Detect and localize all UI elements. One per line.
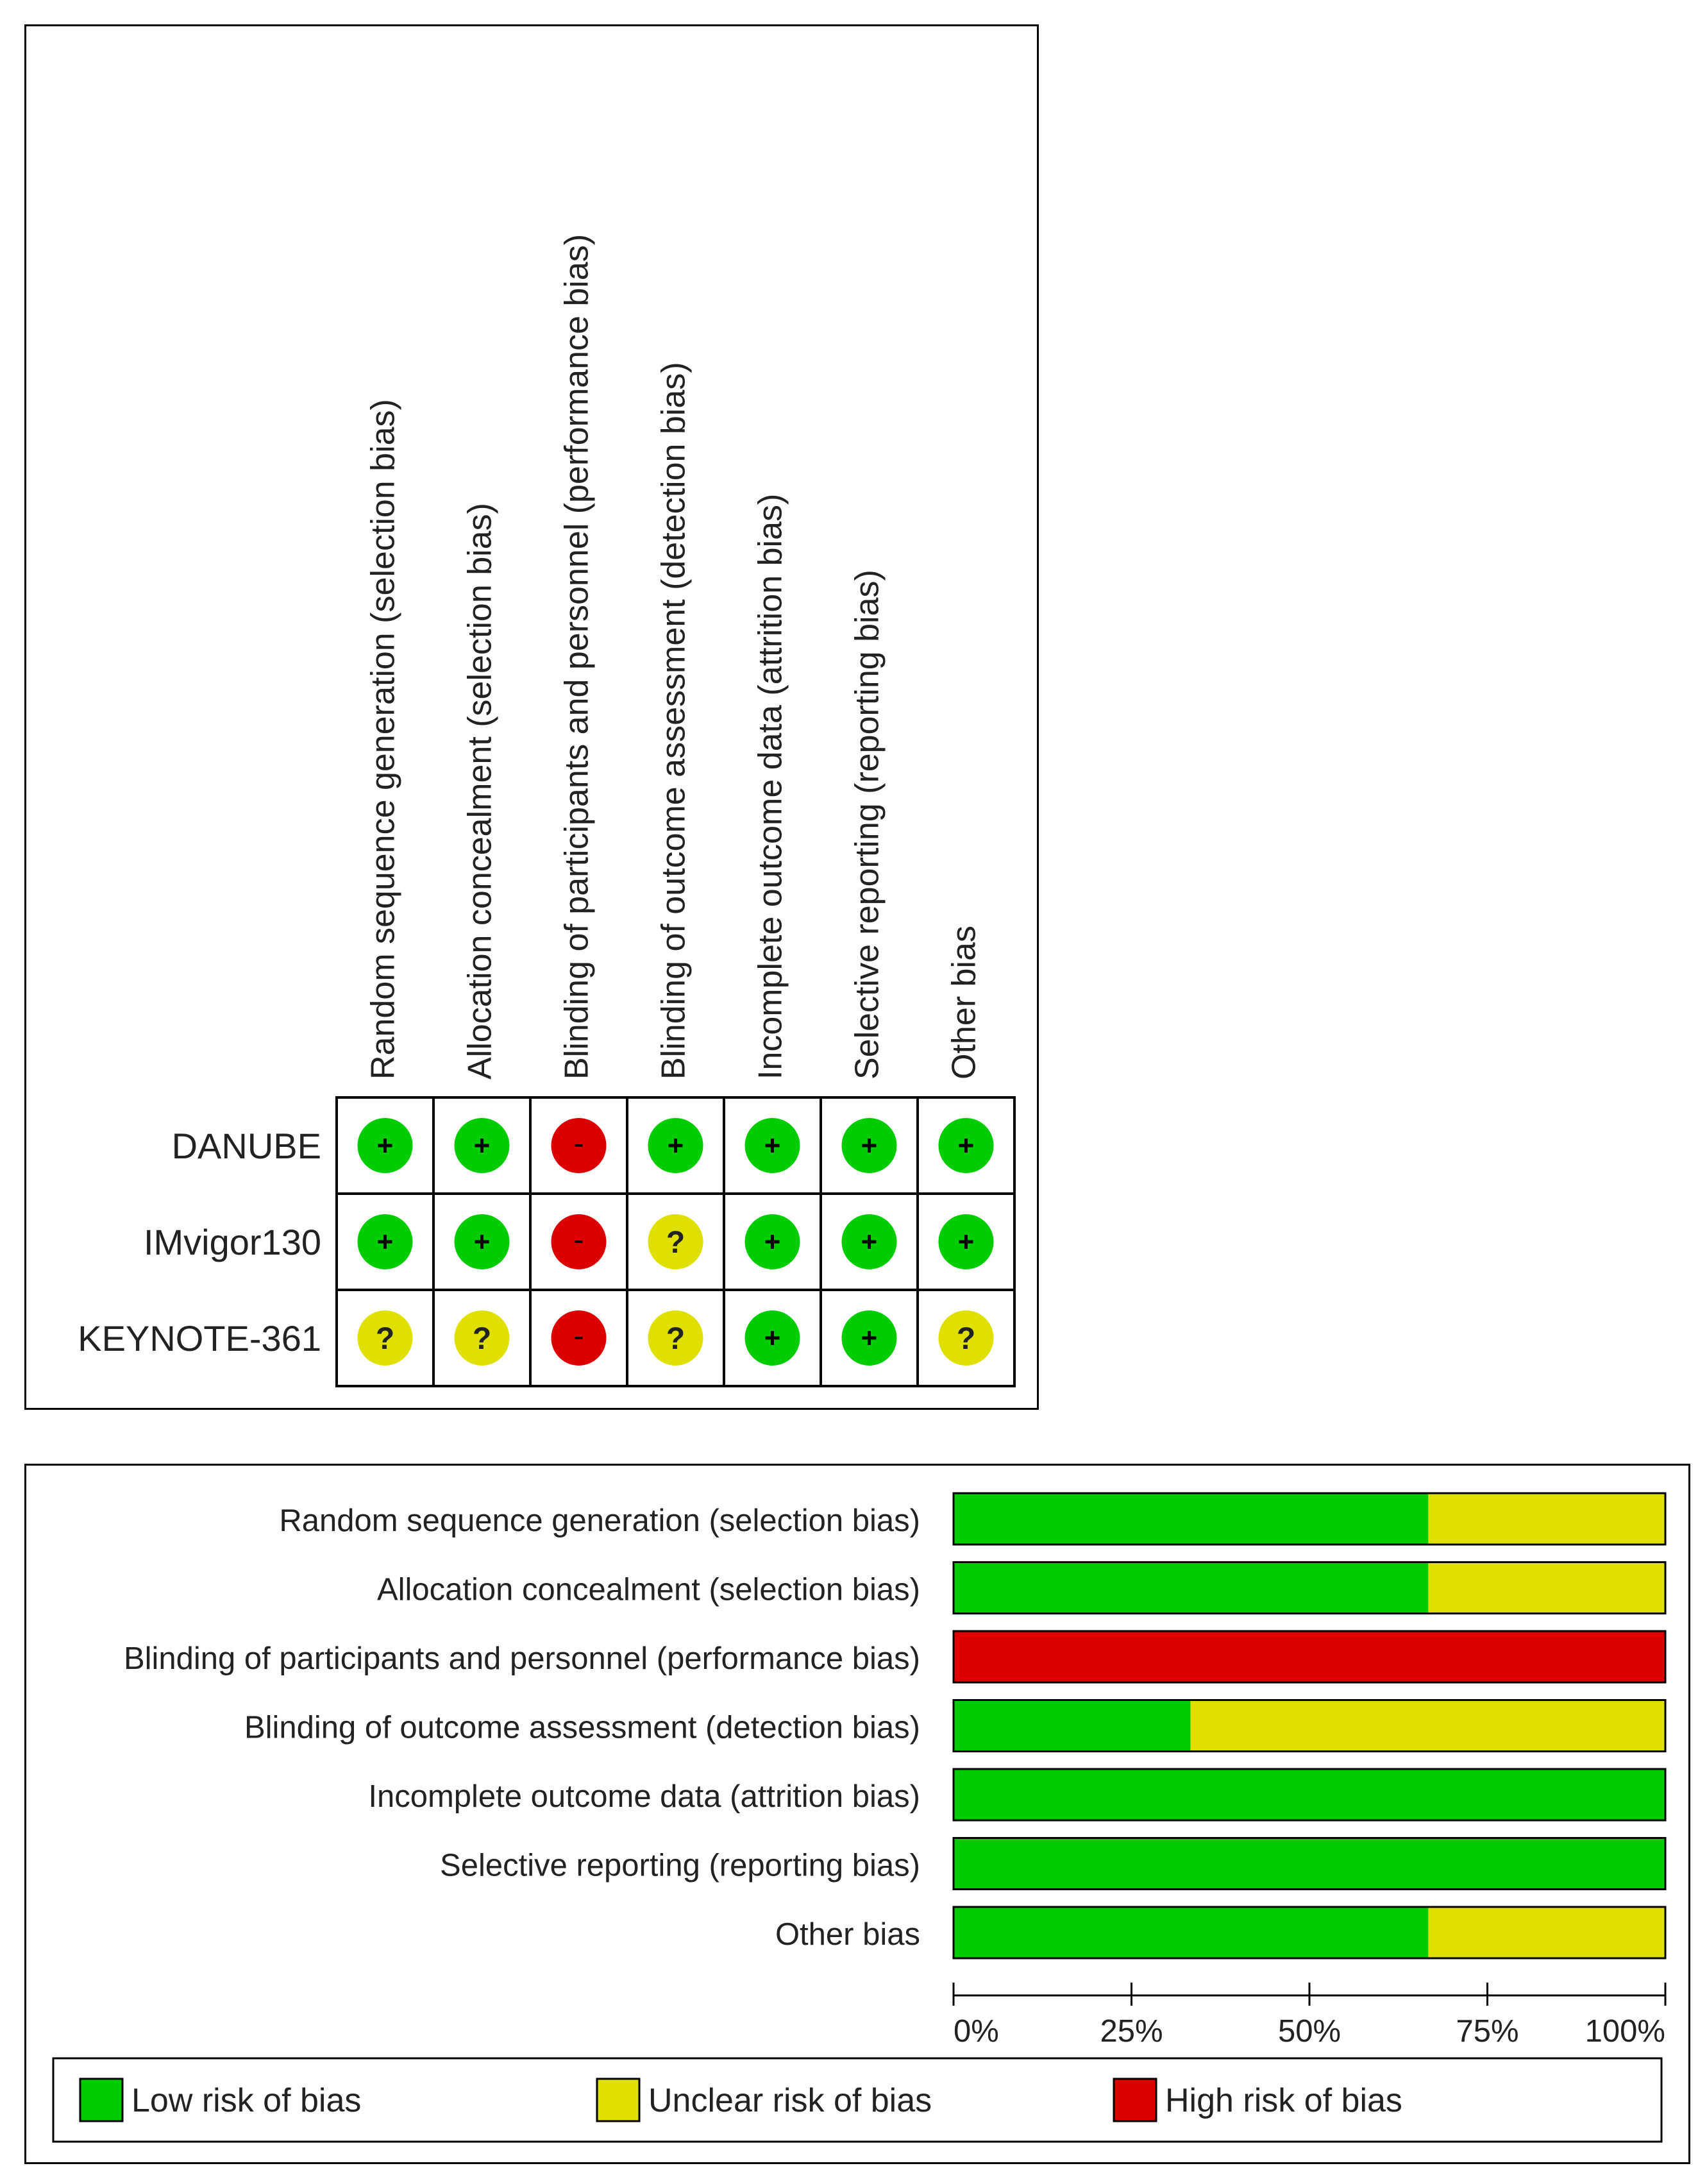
judgement-low-imvigor130-7 <box>939 1214 994 1269</box>
column-header-other-bias: Other bias <box>945 926 983 1079</box>
plus-vertical <box>771 1235 774 1249</box>
x-tick-label: 0% <box>954 2014 999 2049</box>
judgement-low-danube-6 <box>842 1118 897 1173</box>
column-header-allocation-concealment-selection-bias: Allocation concealment (selection bias) <box>461 503 499 1079</box>
plus-vertical <box>868 1235 871 1249</box>
plus-vertical <box>480 1139 484 1153</box>
judgement-low-danube-1 <box>358 1118 413 1173</box>
category-label-incomplete-outcome-data-attrition-bias: Incomplete outcome data (attrition bias) <box>368 1779 920 1814</box>
judgement-low-imvigor130-5 <box>745 1214 800 1269</box>
question-symbol: ? <box>666 1226 685 1260</box>
category-label-selective-reporting-reporting-bias: Selective reporting (reporting bias) <box>440 1848 920 1883</box>
judgement-low-imvigor130-2 <box>455 1214 510 1269</box>
plus-vertical <box>674 1139 677 1153</box>
x-tick-label: 25% <box>1100 2014 1163 2049</box>
plus-vertical <box>964 1139 968 1153</box>
question-symbol: ? <box>375 1322 395 1356</box>
judgement-unclear-keynote-361-7 <box>939 1310 994 1366</box>
study-label-danube: DANUBE <box>171 1126 321 1166</box>
judgement-unclear-imvigor130-4 <box>648 1214 703 1269</box>
minus-symbol <box>575 1240 583 1243</box>
bar-segment-low-2 <box>954 1562 1428 1614</box>
x-tick-label: 100% <box>1585 2014 1665 2049</box>
study-label-keynote-361: KEYNOTE-361 <box>78 1318 321 1359</box>
legend-label-high: High risk of bias <box>1165 2082 1402 2119</box>
plus-vertical <box>771 1139 774 1153</box>
category-label-other-bias: Other bias <box>775 1917 920 1952</box>
plus-vertical <box>771 1331 774 1345</box>
legend-label-unclear: Unclear risk of bias <box>648 2082 932 2119</box>
risk-of-bias-graph-panel <box>24 1464 1690 2164</box>
legend-label-low: Low risk of bias <box>131 2082 362 2119</box>
column-header-blinding-of-participants-and-personnel-performance-bias: Blinding of participants and personnel (performance bias) <box>558 233 596 1079</box>
plus-vertical <box>964 1235 968 1249</box>
judgement-high-danube-3 <box>551 1118 607 1173</box>
question-symbol: ? <box>956 1322 976 1356</box>
column-header-incomplete-outcome-data-attrition-bias: Incomplete outcome data (attrition bias) <box>752 493 789 1079</box>
judgement-low-keynote-361-5 <box>745 1310 800 1366</box>
judgement-low-danube-2 <box>455 1118 510 1173</box>
bar-segment-unclear-1 <box>1428 1493 1665 1545</box>
x-tick-label: 50% <box>1277 2014 1341 2049</box>
judgement-low-danube-7 <box>939 1118 994 1173</box>
study-label-imvigor130: IMvigor130 <box>143 1222 321 1262</box>
column-header-random-sequence-generation-selection-bias: Random sequence generation (selection bias) <box>364 399 402 1079</box>
category-label-random-sequence-generation-selection-bias: Random sequence generation (selection bias) <box>279 1503 920 1538</box>
risk-of-bias-summary-chart <box>26 26 1037 1408</box>
x-tick-label: 75% <box>1456 2014 1519 2049</box>
legend-swatch-low <box>80 2079 122 2121</box>
bar-segment-unclear-7 <box>1428 1907 1665 1958</box>
bar-segment-low-1 <box>954 1493 1428 1545</box>
minus-symbol <box>575 1144 583 1147</box>
question-symbol: ? <box>666 1322 685 1356</box>
column-header-blinding-of-outcome-assessment-detection-bias: Blinding of outcome assessment (detection bias) <box>655 362 693 1079</box>
judgement-unclear-keynote-361-1 <box>358 1310 413 1366</box>
category-label-blinding-of-participants-and-personnel-performance-bias: Blinding of participants and personnel (performance bias) <box>123 1641 920 1676</box>
category-label-blinding-of-outcome-assessment-detection-bias: Blinding of outcome assessment (detection bias) <box>244 1710 920 1745</box>
bar-segment-low-4 <box>954 1700 1191 1752</box>
plus-vertical <box>383 1235 387 1249</box>
bar-segment-unclear-2 <box>1428 1562 1665 1614</box>
minus-symbol <box>575 1337 583 1339</box>
judgement-low-danube-5 <box>745 1118 800 1173</box>
legend-swatch-high <box>1114 2079 1156 2121</box>
bar-segment-low-5 <box>954 1769 1665 1820</box>
column-header-selective-reporting-reporting-bias: Selective reporting (reporting bias) <box>848 570 886 1079</box>
judgement-unclear-keynote-361-4 <box>648 1310 703 1366</box>
bar-segment-low-7 <box>954 1907 1428 1958</box>
risk-of-bias-summary-panel <box>24 24 1039 1410</box>
bar-segment-unclear-4 <box>1191 1700 1665 1752</box>
question-symbol: ? <box>472 1322 492 1356</box>
judgement-unclear-keynote-361-2 <box>455 1310 510 1366</box>
judgement-high-keynote-361-3 <box>551 1310 607 1366</box>
plus-vertical <box>383 1139 387 1153</box>
judgement-low-danube-4 <box>648 1118 703 1173</box>
bar-segment-high-3 <box>954 1631 1665 1682</box>
plus-vertical <box>480 1235 484 1249</box>
bar-segment-low-6 <box>954 1838 1665 1890</box>
category-label-allocation-concealment-selection-bias: Allocation concealment (selection bias) <box>376 1572 920 1607</box>
judgement-low-keynote-361-6 <box>842 1310 897 1366</box>
risk-of-bias-graph-chart <box>26 1466 1688 2162</box>
judgement-low-imvigor130-6 <box>842 1214 897 1269</box>
legend-swatch-unclear <box>597 2079 639 2121</box>
plus-vertical <box>868 1139 871 1153</box>
judgement-low-imvigor130-1 <box>358 1214 413 1269</box>
plus-vertical <box>868 1331 871 1345</box>
judgement-high-imvigor130-3 <box>551 1214 607 1269</box>
